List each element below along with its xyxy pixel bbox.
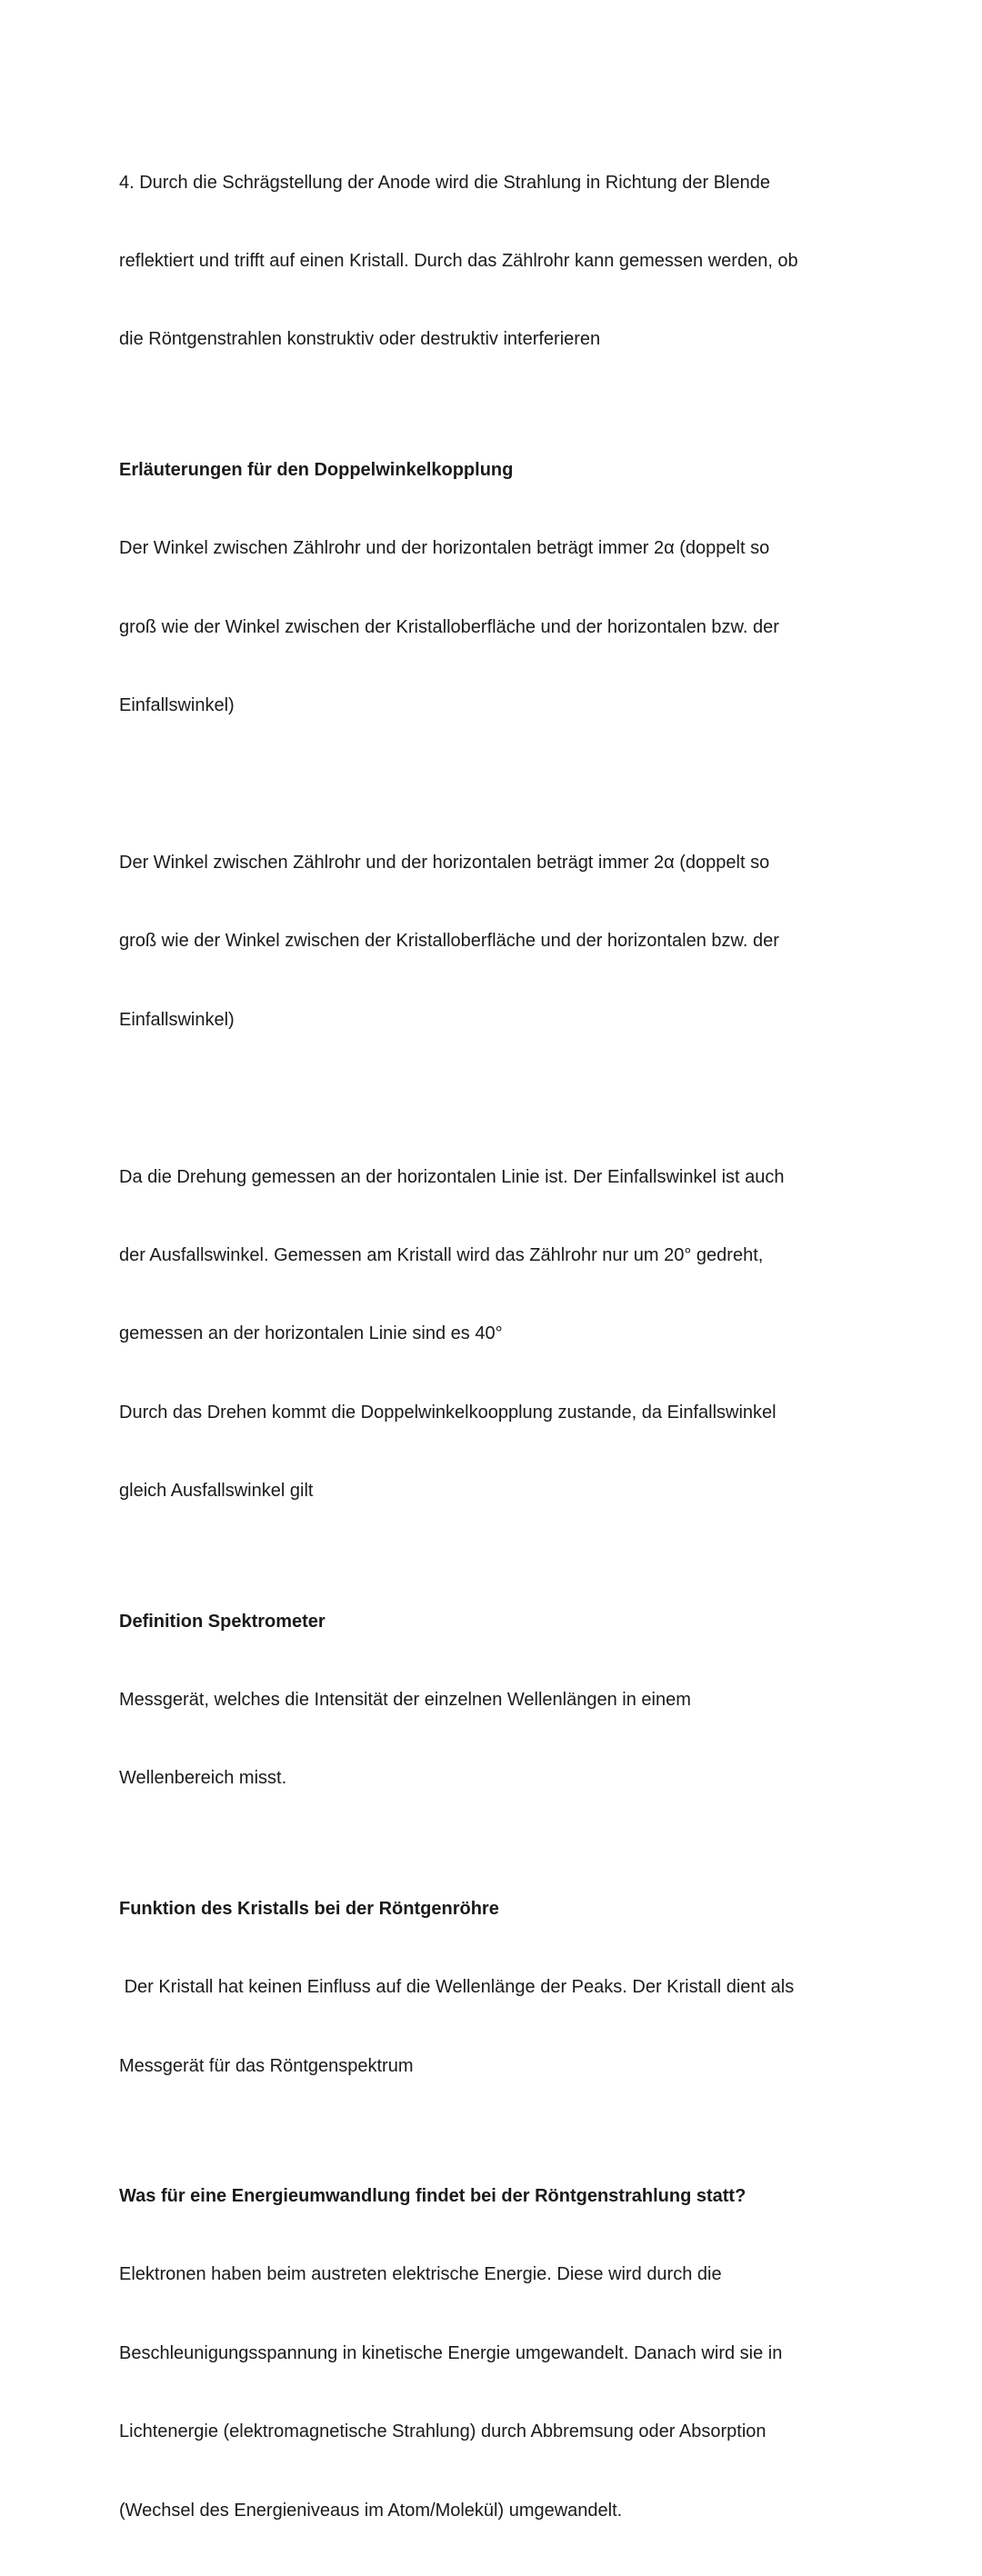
section-spektrometer	[119, 1609, 874, 1844]
text-line: Der Winkel zwischen Zählrohr und der horizontalen beträgt immer 2α (doppelt so	[119, 852, 770, 873]
paragraph	[119, 484, 874, 772]
text-line: gleich Ausfallswinkel gilt	[119, 1481, 314, 1502]
text-line: Der Winkel zwischen Zählrohr und der horizontalen beträgt immer 2α (doppelt so	[119, 538, 770, 559]
document-content	[119, 117, 874, 2576]
text-line: Messgerät für das Röntgenspektrum	[119, 2055, 414, 2076]
intro-line: 4. Durch die Schrägstellung der Anode wird die Strahlung in Richtung der Blende	[119, 172, 770, 193]
paragraph	[119, 797, 874, 1085]
text-line: (Wechsel des Energieniveaus im Atom/Molekül) umgewandelt.	[119, 2500, 623, 2521]
intro-line: die Röntgenstrahlen konstruktiv oder destruktiv interferieren	[119, 329, 601, 350]
text-line: Messgerät, welches die Intensität der einzelnen Wellenlängen in einem	[119, 1690, 691, 1711]
text-line: Lichtenergie (elektromagnetische Strahlung) durch Abbremsung oder Absorption	[119, 2421, 767, 2442]
text-line: groß wie der Winkel zwischen der Kristalloberfläche und der horizontalen bzw. der	[119, 616, 779, 637]
section-doppelwinkel	[119, 457, 874, 1557]
text-line: Einfallswinkel)	[119, 1009, 235, 1030]
text-line: Der Kristall hat keinen Einfluss auf die Wellenlänge der Peaks. Der Kristall dient als	[119, 1977, 795, 1998]
intro-paragraph	[119, 117, 874, 405]
section-heading: Funktion des Kristalls bei der Röntgenröhre	[119, 1898, 499, 1919]
paragraph	[119, 1922, 874, 2132]
section-heading: Erläuterungen für den Doppelwinkelkopplung	[119, 459, 514, 480]
text-line: Einfallswinkel)	[119, 694, 235, 715]
paragraph	[119, 1634, 874, 1843]
section-energieumwandlung	[119, 2183, 874, 2576]
text-line: gemessen an der horizontalen Linie sind es 40°	[119, 1323, 503, 1344]
paragraph	[119, 1112, 874, 1557]
text-line: groß wie der Winkel zwischen der Kristalloberfläche und der horizontalen bzw. der	[119, 931, 779, 952]
paragraph	[119, 2210, 874, 2576]
section-kristall	[119, 1896, 874, 2132]
section-heading: Was für eine Energieumwandlung findet bei der Röntgenstrahlung statt?	[119, 2185, 747, 2206]
text-line: der Ausfallswinkel. Gemessen am Kristall wird das Zählrohr nur um 20° gedreht,	[119, 1245, 764, 1266]
text-line: Beschleunigungsspannung in kinetische Energie umgewandelt. Danach wird sie in	[119, 2342, 783, 2363]
text-line: Durch das Drehen kommt die Doppelwinkelkoopplung zustande, da Einfallswinkel	[119, 1402, 777, 1423]
text-line: Elektronen haben beim austreten elektrische Energie. Diese wird durch die	[119, 2264, 722, 2285]
section-heading: Definition Spektrometer	[119, 1611, 326, 1632]
intro-line: reflektiert und trifft auf einen Kristall. Durch das Zählrohr kann gemessen werden, ob	[119, 250, 798, 271]
text-line: Wellenbereich misst.	[119, 1768, 287, 1789]
text-line: Da die Drehung gemessen an der horizontalen Linie ist. Der Einfallswinkel ist auch	[119, 1166, 785, 1187]
